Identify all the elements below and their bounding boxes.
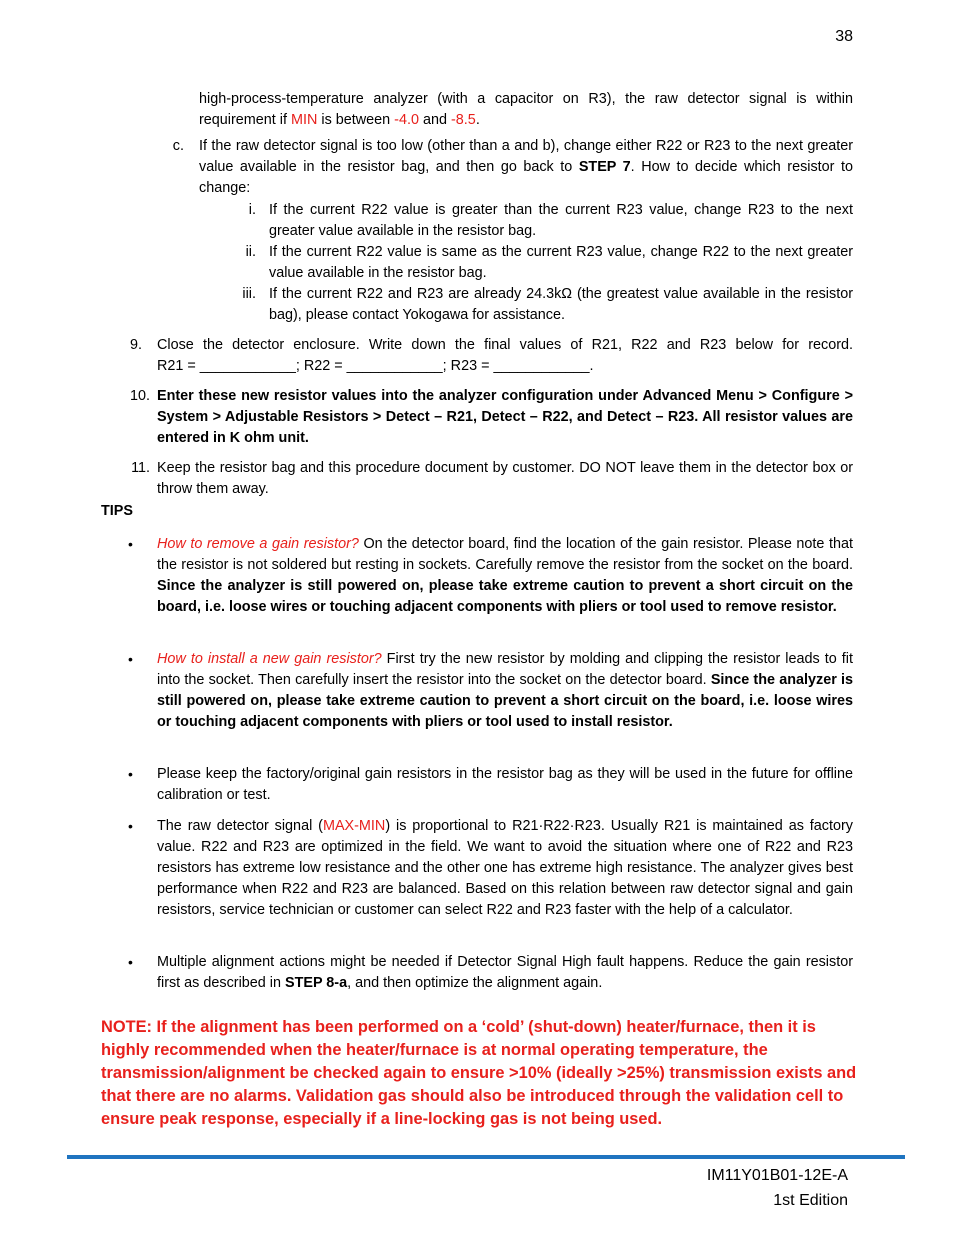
- tip4-post: ) is proportional to R21·R22·R23. Usually R21 is maintained as factory value. R22 and R23 are optimized in the field. We want to avoid the situation where one of R22 and R23 resistors has extreme low resistance and the other one has extreme high resistance. The analyzer gives best performance when R22 and R23 are balanced. Based on this relation between raw detector signal and gain resistors, service technician or customer can select R22 and R23 faster with the help of a calculator.: [157, 818, 853, 918]
- bullet-icon: •: [128, 536, 133, 552]
- tip-remove-normal: On the detector board, find the location of the gain resistor. Please note that the resistor is not soldered but resting in sockets. Carefully remove the resistor from the socket on the board.: [157, 536, 853, 573]
- range-low: -4.0: [394, 112, 419, 128]
- tip-remove-caution: Since the analyzer is still powered on, please take extreme caution to prevent a short circuit on the board, i.e. loose wires or touching adjacent components with pliers or tool used to remove resistor.: [157, 578, 853, 615]
- warning-note: NOTE: If the alignment has been performed on a ‘cold’ (shut-down) heater/furnace, then it is highly recommended when the heater/furnace is at normal operating temperature, the transmission/alignment be checked again to ensure >10% (ideally >25%) transmission exists and that there are no alarms. Validation gas should also be introduced through the validation cell to ensure peak response, especially if a line-locking gas is not being used.: [101, 1018, 857, 1128]
- tip-install-normal: First try the new resistor by molding and clipping the resistor leads to fit into the socket. Then carefully insert the resistor into the socket on the detector board.: [157, 651, 853, 688]
- item-9-line1: Close the detector enclosure. Write down the final values of R21, R22 and R23 below for record.: [157, 337, 853, 353]
- page-number: 38: [835, 28, 853, 45]
- document-id: IM11Y01B01-12E-A: [706, 1167, 848, 1184]
- footer-rule: [67, 1155, 905, 1159]
- tips-heading: TIPS: [101, 503, 133, 519]
- continued-paragraph: [199, 89, 853, 131]
- range-high: -8.5: [451, 112, 476, 128]
- item-9-label: 9.: [129, 337, 142, 353]
- item-9-text: [157, 335, 853, 377]
- cont-text: high-process-temperature analyzer (with a capacitor on R3), the raw detector signal is within requirement if: [199, 91, 853, 128]
- item-c-post: . How to decide which resistor to change:: [199, 159, 853, 196]
- tip-keep-resistors: Please keep the factory/original gain resistors in the resistor bag as they will be used in the future for offline calibration or test.: [157, 766, 853, 803]
- min-value: MIN: [290, 112, 318, 128]
- item-c-pre: If the raw detector signal is too low (other than a and b), change either R22 or R23 to the next greater value available in the resistor bag, and then go back to: [199, 138, 853, 175]
- max-min-value: MAX-MIN: [322, 818, 386, 834]
- bullet-icon: •: [128, 651, 133, 667]
- footer: [707, 1163, 848, 1213]
- tip5-pre: Multiple alignment actions might be needed if Detector Signal High fault happens. Reduce the gain resistor first as described in: [157, 954, 853, 991]
- sub-item-ii-label: ii.: [245, 244, 256, 260]
- item-10-label: 10.: [129, 388, 150, 404]
- sub-item-ii-text: If the current R22 value is same as the current R23 value, change R22 to the next greater value available in the resistor bag.: [269, 244, 853, 281]
- tip-signal-proportional: [157, 816, 853, 921]
- step-8a-ref: STEP 8-a: [284, 975, 348, 991]
- bullet-icon: •: [128, 954, 133, 970]
- tip-install-caution: Since the analyzer is still powered on, please take extreme caution to prevent a short circuit on the board, i.e. loose wires or touching adjacent components with pliers or tool used to install resistor.: [157, 672, 853, 730]
- bullet-icon: •: [128, 766, 133, 782]
- item-11-text: Keep the resistor bag and this procedure document by customer. DO NOT leave them in the detector box or throw them away.: [157, 460, 853, 497]
- item-11-label: 11.: [131, 460, 150, 476]
- record-blanks: R21 = ____________; R22 = ____________; R23 = ____________.: [157, 358, 594, 374]
- tip-install-resistor: [157, 649, 853, 733]
- cont-mid: is between: [317, 112, 395, 128]
- tip-install-question: How to install a new gain resistor?: [157, 651, 382, 667]
- tip-multiple-alignment: [157, 952, 853, 994]
- item-c-label: c.: [172, 138, 184, 154]
- edition: 1st Edition: [773, 1192, 848, 1209]
- sub-item-i-label: i.: [248, 202, 256, 218]
- cont-and: and: [418, 112, 451, 128]
- sub-item-iii-label: iii.: [242, 286, 256, 302]
- sub-item-iii-text: If the current R22 and R23 are already 24.3kΩ (the greatest value available in the resistor bag), please contact Yokogawa for assistance.: [269, 286, 853, 323]
- tip5-post: , and then optimize the alignment again.: [347, 975, 603, 991]
- item-10-text: Enter these new resistor values into the analyzer configuration under Advanced Menu > Configure > System > Adjustable Resistors > Detect – R21, Detect – R22, and Detect – R23. All resistor values are entered in K ohm unit.: [157, 388, 853, 446]
- item-c-text: [199, 136, 853, 199]
- tip4-pre: The raw detector signal (: [157, 818, 323, 834]
- sub-item-i-text: If the current R22 value is greater than the current R23 value, change R23 to the next greater value available in the resistor bag.: [269, 202, 853, 239]
- tip-remove-resistor: [157, 534, 853, 618]
- bullet-icon: •: [128, 818, 133, 834]
- tip-remove-question: How to remove a gain resistor?: [157, 536, 359, 552]
- step-7-ref: STEP 7: [578, 159, 631, 175]
- cont-end: .: [475, 112, 480, 128]
